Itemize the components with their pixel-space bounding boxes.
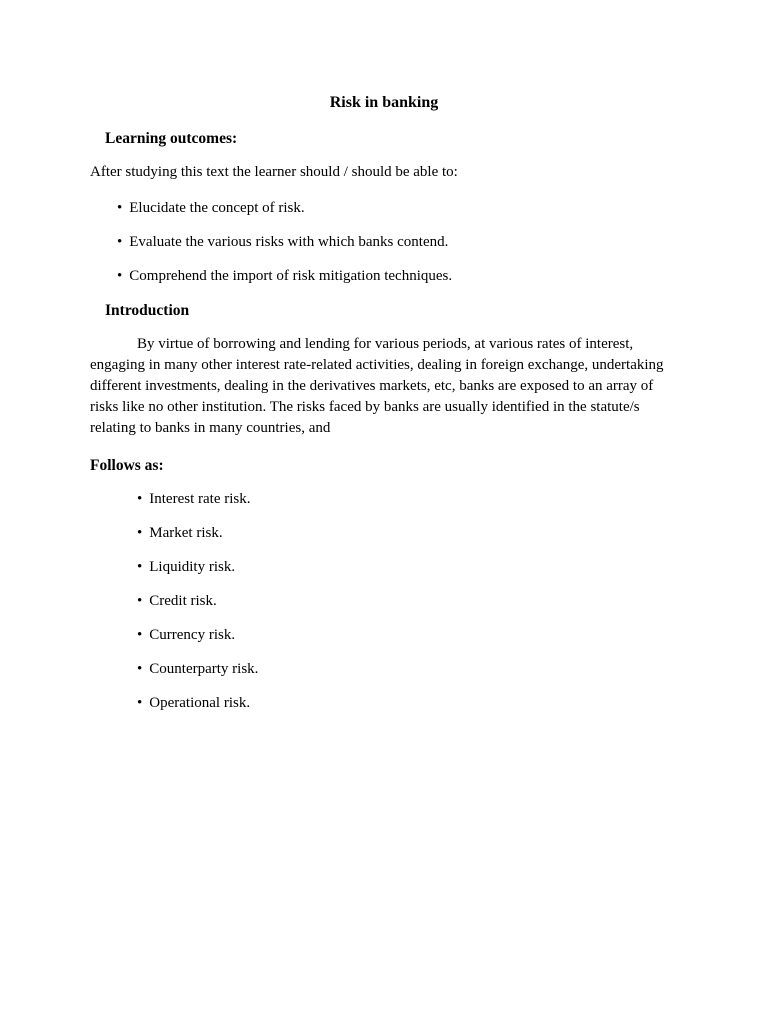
heading-follows-as: Follows as: bbox=[90, 457, 164, 474]
learning-lead-text: After studying this text the learner should / should be able to: bbox=[90, 164, 458, 180]
list-item bbox=[90, 693, 678, 714]
bullet-marker: • bbox=[137, 593, 143, 609]
document-title: Risk in banking bbox=[329, 94, 439, 111]
list-item-text: Credit risk. bbox=[149, 593, 217, 609]
list-item bbox=[90, 523, 678, 544]
list-item bbox=[90, 232, 678, 253]
bullet-marker: • bbox=[137, 627, 143, 643]
heading-learning-outcomes: Learning outcomes: bbox=[105, 130, 238, 147]
list-item-text: Elucidate the concept of risk. bbox=[129, 200, 305, 216]
list-item-text: Liquidity risk. bbox=[149, 559, 236, 575]
list-item-text: Comprehend the import of risk mitigation techniques. bbox=[129, 268, 453, 284]
list-item bbox=[90, 591, 678, 612]
bullet-marker: • bbox=[117, 200, 123, 216]
bullet-marker: • bbox=[137, 491, 143, 507]
bullet-marker: • bbox=[137, 695, 143, 711]
bullet-marker: • bbox=[117, 234, 123, 250]
list-item bbox=[90, 625, 678, 646]
learning-outcomes-list bbox=[90, 198, 678, 287]
bullet-marker: • bbox=[137, 661, 143, 677]
list-item bbox=[90, 266, 678, 287]
list-item-text: Interest rate risk. bbox=[149, 491, 251, 507]
list-item-text: Evaluate the various risks with which banks contend. bbox=[129, 234, 449, 250]
bullet-marker: • bbox=[117, 268, 123, 284]
list-item bbox=[90, 198, 678, 219]
heading-introduction: Introduction bbox=[105, 302, 190, 319]
risk-list bbox=[90, 489, 678, 714]
bullet-marker: • bbox=[137, 525, 143, 541]
list-item-text: Market risk. bbox=[149, 525, 223, 541]
introduction-paragraph: By virtue of borrowing and lending for various periods, at various rates of interest, engaging in many other interest rate-related activities, dealing in foreign exchange, undertaking different investments, dealing in the derivatives markets, etc, banks are exposed to an array of risks like no other institution. The risks faced by banks are usually identified in the statute/s relating to banks in many countries, and bbox=[90, 336, 664, 436]
list-item-text: Operational risk. bbox=[149, 695, 251, 711]
bullet-marker: • bbox=[137, 559, 143, 575]
list-item bbox=[90, 659, 678, 680]
list-item-text: Currency risk. bbox=[149, 627, 236, 643]
list-item bbox=[90, 489, 678, 510]
list-item-text: Counterparty risk. bbox=[149, 661, 259, 677]
list-item bbox=[90, 557, 678, 578]
